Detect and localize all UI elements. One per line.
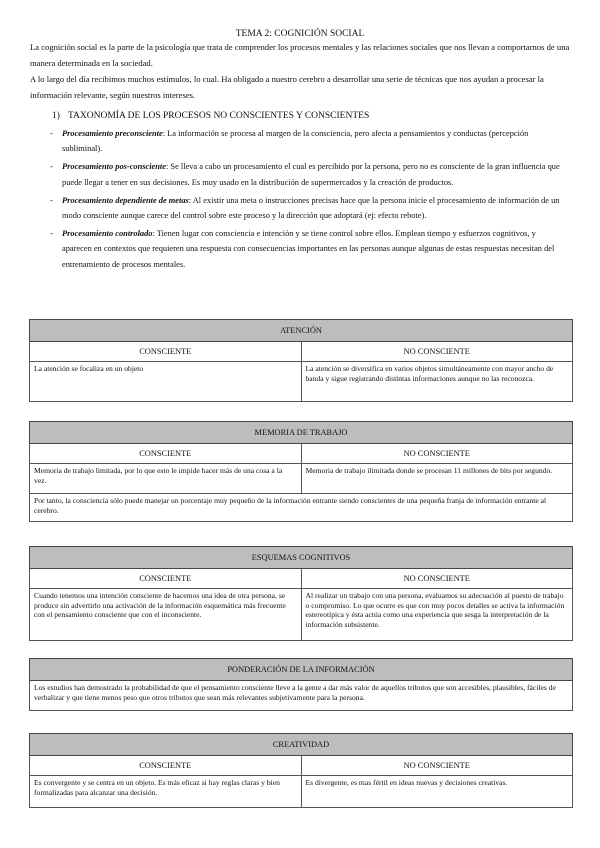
list-item-term: Procesamiento preconsciente [62, 129, 163, 138]
table-header: ATENCIÓN [30, 320, 573, 342]
section-number: 1) [52, 111, 60, 121]
table-header: CREATIVIDAD [30, 734, 573, 756]
section-heading [52, 111, 369, 121]
column-header-consciente: CONSCIENTE [30, 756, 302, 776]
table-cell: Memoria de trabajo limitada, por lo que esto le impide hacer más de una cosa a la vez. [30, 464, 302, 494]
list-item: - Procesamiento pos-consciente: Se lleva a cabo un procesamiento el cual es percibido por la persona, pero no es consciente de la gran influencia que puede llegar a tener en sus decisiones. Es muy usado en la distribución de supermercados y la creación de productos. [50, 162, 560, 187]
table-cell: Memoria de trabajo ilimitada donde se procesan 11 millones de bits por segundo. [301, 464, 573, 494]
column-header-consciente: CONSCIENTE [30, 444, 302, 464]
table-header: ESQUEMAS COGNITIVOS [30, 547, 573, 569]
list-item-text: : La información se procesa al margen de la consciencia, pero afecta a pensamientos y conductas (percepción subliminal). [62, 129, 529, 154]
table-ponderacion [29, 658, 573, 711]
list-item: - Procesamiento preconsciente: La información se procesa al margen de la consciencia, pero afecta a pensamientos y conductas (percepción subliminal). [50, 129, 529, 154]
table-cell: Cuando tenemos una intención consciente de hacemos una idea de otra persona, se produce sin advertirlo una activación de la información esquemática más frecuente con el pensamiento consciente que con el inconsciente. [30, 589, 302, 641]
list-item-term: Procesamiento pos-consciente [62, 162, 166, 172]
list-item-text: : Al existir una meta o instrucciones precisas hace que la persona inicie el procesamiento de información de un modo consciente aunque carece del control sobre este proceso y la dirección que adoptará (ej: efecto rebote). [62, 195, 560, 221]
intro-paragraph-1: La cognición social es la parte de la psicología que trata de comprender los procesos mentales y las relaciones sociales que nos llevan a comportarnos de una manera determinada en la sociedad. [30, 42, 570, 68]
table-memoria-de-trabajo [29, 421, 573, 522]
table-cell: Los estudios han demostrado la probabilidad de que el pensamiento consciente lleve a la gente a dar más valor de aquellos tributos que son accesibles, plausibles, fáciles de verbalizar y que tiene menos peso que otros tributos que sean más relevantes subjetivamente para la persona. [30, 681, 573, 711]
table-cell: Al realizar un trabajo con una persona, evaluamos su adecuación al puesto de trabajo o compromiso. Lo que ocurre es que con muy pocos detalles se activa la información estereotípica y ésta actúa como una experiencia que sesga la interpretación de la información subsistente. [301, 589, 573, 641]
column-header-no-consciente: NO CONSCIENTE [301, 342, 573, 362]
page-title: TEMA 2: COGNICIÓN SOCIAL [235, 29, 365, 39]
intro-paragraph-2: A lo largo del día recibimos muchos estímulos, lo cual. Ha obligado a nuestro cerebro a desarrollar una serie de técnicas que nos ayudan a procesar la información relevante, según nuestros intereses. [30, 74, 544, 100]
list-item: - Procesamiento controlado: Tienen lugar con consciencia e intención y se tiene control sobre ellos. Emplean tiempo y esfuerzos cognitivos, y aparecen en contextos que requieren una respuesta con consecuencias importantes en las personas aunque algunas de estas respuestas necesitan del entrenamiento de procesos mentales. [50, 229, 555, 269]
table-note: Por tanto, la consciencia sólo puede manejar un porcentaje muy pequeño de la información entrante siendo conscientes de una pequeña franja de información entrante al cerebro. [30, 494, 573, 522]
table-header: MEMORIA DE TRABAJO [30, 422, 573, 444]
process-list [50, 126, 562, 275]
section-title: TAXONOMÍA DE LOS PROCESOS NO CONSCIENTES Y CONSCIENTES [68, 111, 370, 121]
table-header: PONDERACIÓN DE LA INFORMACIÓN [30, 659, 573, 681]
table-cell: Es divergente, es mas fértil en ideas nuevas y decisiones creativas. [301, 776, 573, 808]
column-header-consciente: CONSCIENTE [30, 342, 302, 362]
table-cell: La atención se diversifica en varios objetos simultáneamente con mayor ancho de banda y sigue registrando distintas informaciones aunque no las reconozca. [301, 362, 573, 402]
column-header-consciente: CONSCIENTE [30, 569, 302, 589]
column-header-no-consciente: NO CONSCIENTE [301, 569, 573, 589]
table-atencion [29, 319, 573, 402]
column-header-no-consciente: NO CONSCIENTE [301, 444, 573, 464]
list-item-text: : Tienen lugar con consciencia e intención y se tiene control sobre ellos. Emplean tiempo y esfuerzos cognitivos, y aparecen en contextos que requieren una respuesta con consecuencias importantes en las personas aunque algunas de estas respuestas necesitan del entrenamiento de procesos mentales. [62, 229, 555, 269]
list-item: - Procesamiento dependiente de metas: Al existir una meta o instrucciones precisas hace que la persona inicie el procesamiento de información de un modo consciente aunque carece del control sobre este proceso y la dirección que adoptará (ej: efecto rebote). [50, 195, 560, 221]
table-creatividad [29, 733, 573, 808]
table-cell: Es convergente y se centra en un objeto. Es más eficaz si hay reglas claras y bien formalizadas para alcanzar una decisión. [30, 776, 302, 808]
column-header-no-consciente: NO CONSCIENTE [301, 756, 573, 776]
list-item-text: : Se lleva a cabo un procesamiento el cual es percibido por la persona, pero no es consciente de la gran influencia que puede llegar a tener en sus decisiones. Es muy usado en la distribución de supermercados y la creación de productos. [62, 162, 560, 187]
list-item-term: Procesamiento dependiente de metas [62, 195, 189, 205]
table-esquemas-cognitivos [29, 546, 573, 641]
table-cell: La atención se focaliza en un objeto [30, 362, 302, 402]
list-item-term: Procesamiento controlado [62, 229, 153, 239]
